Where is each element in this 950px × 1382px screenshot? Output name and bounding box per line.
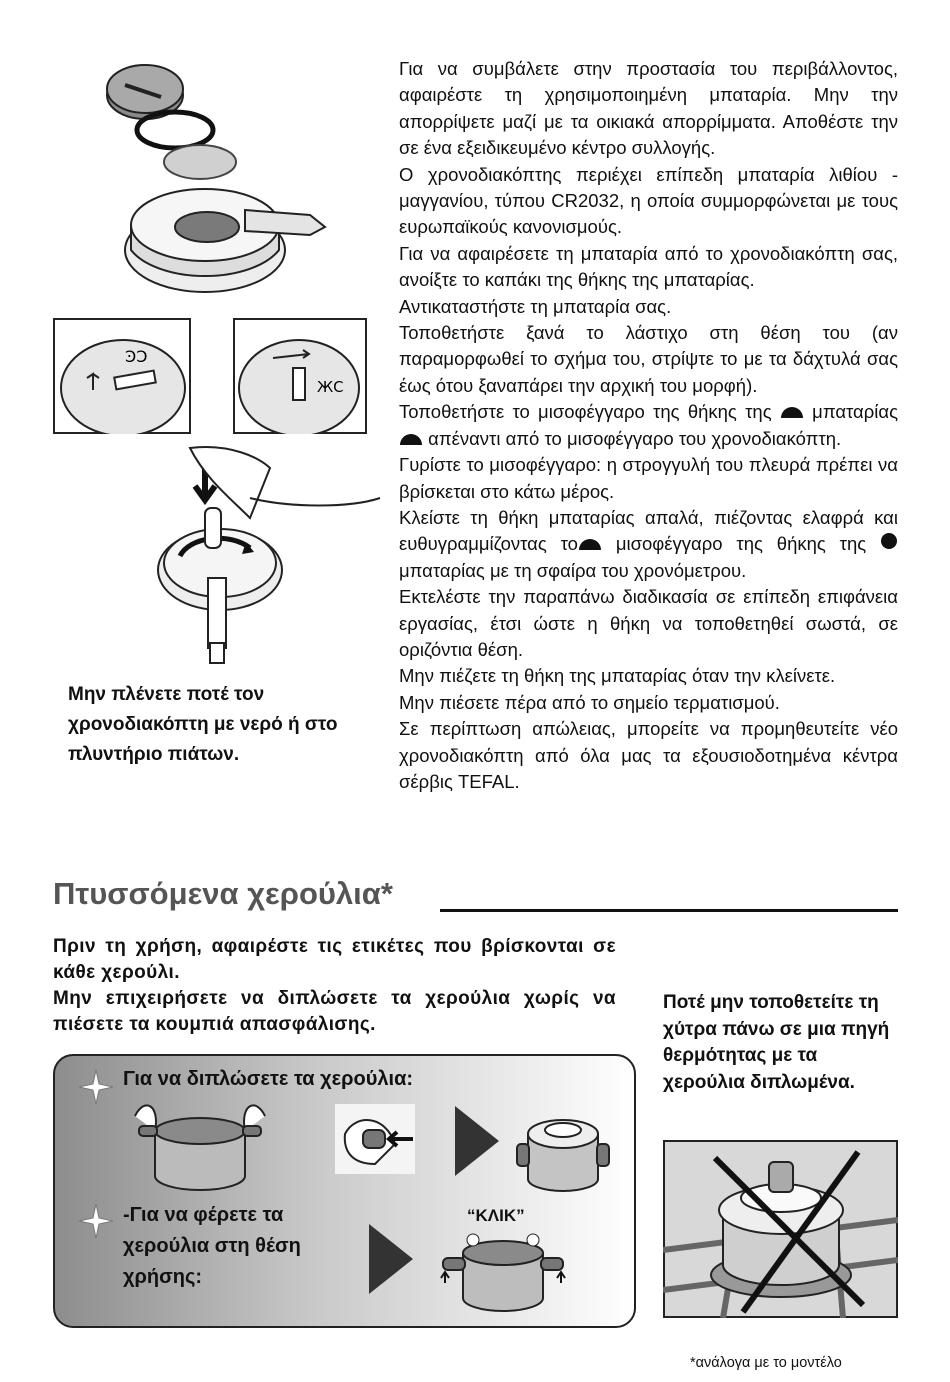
timer-closeup-right bbox=[233, 318, 367, 434]
service-centre-paragraph: Σε περίπτωση απώλειας, μπορείτε να προμηθευτείτε νέο χρονοδιακόπτη από όλα μας τα εξουσιοδοτημένα κέντρα σέρβις TEFAL. bbox=[399, 718, 898, 792]
title-rule bbox=[440, 909, 898, 912]
click-label: “ΚΛΙΚ” bbox=[467, 1206, 525, 1225]
stop-point-paragraph: Μην πιέσετε πέρα από το σημείο τερματισμού. bbox=[399, 691, 780, 713]
section-title: Πτυσσόμενα χερούλια* bbox=[53, 876, 393, 911]
arrow-right-icon bbox=[369, 1224, 413, 1299]
pot-folded-handles-illustration bbox=[513, 1104, 613, 1194]
timer-closeup-left bbox=[53, 318, 191, 434]
battery-type-paragraph: Ο χρονοδιακόπτης περιέχει επίπεδη μπαταρία λιθίου - μαγγανίου, τύπου CR2032, η οποία συμμορφώνεται με τους ευρωπαϊκούς κανονισμούς. bbox=[399, 163, 898, 238]
full-circle-icon bbox=[880, 533, 898, 554]
half-moon-icon bbox=[399, 428, 423, 449]
timer-closing-illustration bbox=[150, 438, 385, 668]
unfold-handles-label: -Για να φέρετε τα χερούλια στη θέση χρήσης: bbox=[123, 1204, 301, 1288]
pot-unfold-handles-illustration bbox=[433, 1228, 573, 1318]
arrow-right-icon bbox=[455, 1106, 499, 1181]
remove-labels-instruction: Πριν τη χρήση, αφαιρέστε τις ετικέτες που βρίσκονται σε κάθε χερούλι. bbox=[53, 936, 616, 983]
press-buttons-instruction: Μην επιχειρήσετε να διπλώσετε τα χερούλια χωρίς να πιέσετε τα κουμπιά απασφάλισης. bbox=[53, 988, 616, 1035]
handles-panel bbox=[53, 1054, 636, 1328]
close-cover-paragraph: Κλείστε τη θήκη μπαταρίας απαλά, πιέζοντας ελαφρά και ευθυγραμμίζοντας το μισοφέγγαρο της θήκης της μπαταρίας με τη σφαίρα του χρονόμετρου. bbox=[399, 506, 898, 581]
turn-halfmoon-paragraph: Γυρίστε το μισοφέγγαρο: η στρογγυλή του πλευρά πρέπει να βρίσκεται στο κάτω μέρος. bbox=[399, 454, 898, 502]
svg-text:ЖС: ЖС bbox=[317, 378, 344, 396]
gasket-paragraph: Τοποθετήστε ξανά το λάστιχο στη θέση του (αν παραμορφωθεί το σχήμα του, στρίψτε το με τα δάχτυλά σας έως ότου ξαναπάρει την αρχική του μορφή). bbox=[399, 322, 898, 396]
battery-parts-illustration bbox=[95, 55, 335, 305]
halfmoon-paragraph: Τοποθετήστε το μισοφέγγαρο της θήκης της μπαταρίας απέναντι από το μισοφέγγαρο του χρονοδιακόπτη. bbox=[399, 401, 898, 449]
pot-folding-hands-illustration bbox=[125, 1096, 275, 1196]
dishwasher-warning: Μην πλένετε ποτέ τον χρονοδιακόπτη με νερό ή στο πλυντήριο πιάτων. bbox=[68, 684, 338, 765]
half-moon-icon bbox=[578, 533, 602, 554]
svg-text:ϿϽ: ϿϽ bbox=[125, 347, 148, 366]
star-bullet-icon bbox=[79, 1204, 113, 1243]
folded-handles-warning: Ποτέ μην τοποθετείτε τη χύτρα πάνω σε μια πηγή θερμότητας με τα χερούλια διπλωμένα. bbox=[663, 992, 890, 1093]
handle-button-press-illustration bbox=[335, 1104, 415, 1174]
flat-surface-paragraph: Εκτελέστε την παραπάνω διαδικασία σε επίπεδη επιφάνεια εργασίας, έτσι ώστε η θήκη να τοποθετηθεί σωστά, σε οριζόντια θέση. bbox=[399, 586, 898, 660]
star-bullet-icon bbox=[79, 1070, 113, 1109]
no-press-paragraph: Μην πιέζετε τη θήκη της μπαταρίας όταν την κλείνετε. bbox=[399, 665, 836, 687]
handles-instructions bbox=[53, 934, 616, 1038]
half-moon-icon bbox=[780, 401, 804, 422]
footnote: *ανάλογα με το μοντέλο bbox=[690, 1355, 842, 1371]
recycle-paragraph: Για να συμβάλετε στην προστασία του περιβάλλοντος, αφαιρέστε τη χρησιμοποιημένη μπαταρία. Μην την απορρίψετε μαζί με τα οικιακά απορρίμματα. Αποθέστε την σε ένα εξειδικευμένο κέντρο συλλογής. bbox=[399, 58, 898, 159]
fold-handles-label: Για να διπλώσετε τα χερούλια: bbox=[123, 1068, 414, 1090]
battery-instructions-column bbox=[399, 56, 898, 795]
remove-battery-paragraph: Για να αφαιρέσετε τη μπαταρία από το χρονοδιακόπτη σας, ανοίξτε το καπάκι της θήκης της μπαταρίας. bbox=[399, 242, 898, 291]
stove-crossed-illustration bbox=[663, 1140, 898, 1318]
replace-battery-paragraph: Αντικαταστήστε τη μπαταρία σας. bbox=[399, 295, 672, 317]
